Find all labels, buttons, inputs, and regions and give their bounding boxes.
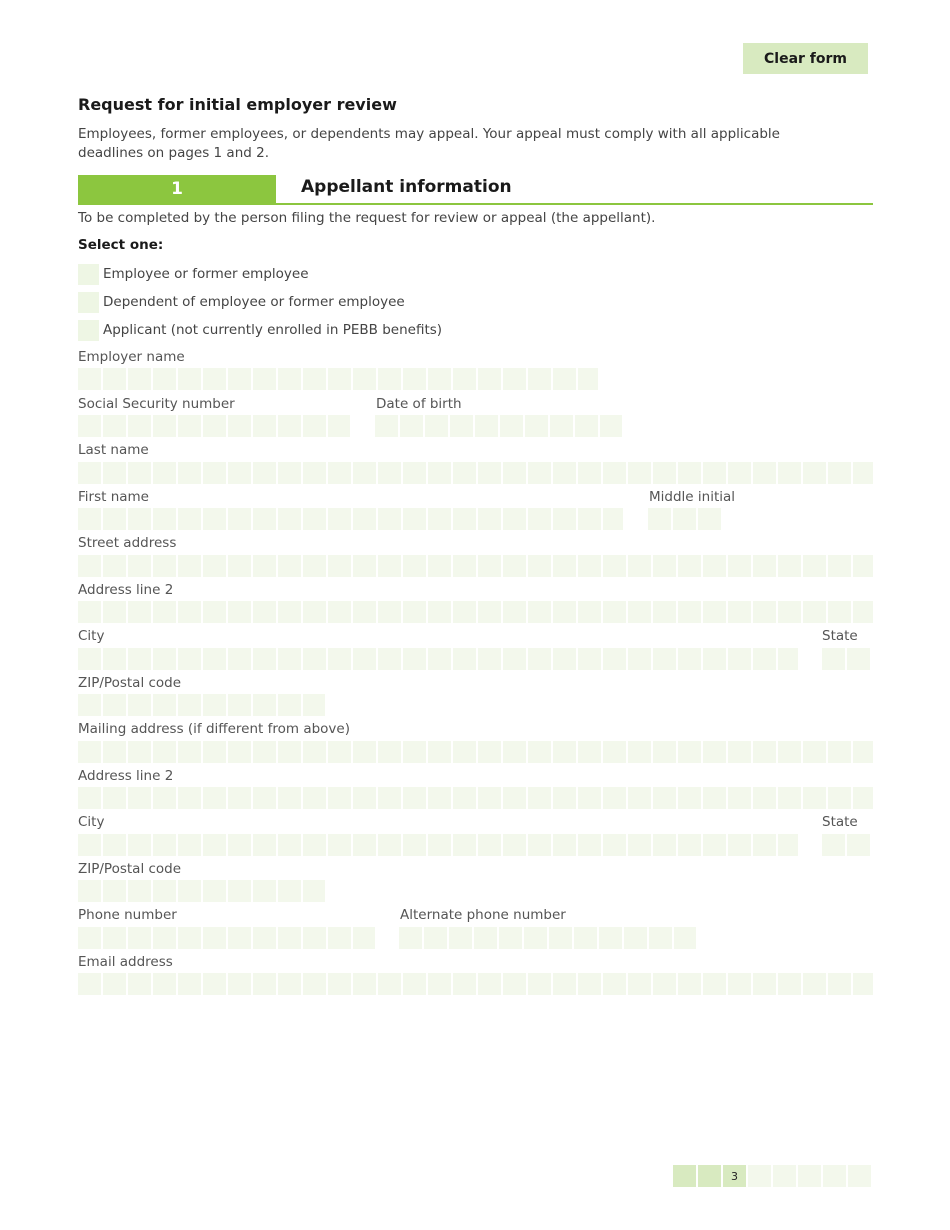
street-address-label: Street address [78,535,177,551]
mailing-city-label: City [78,814,105,830]
option-applicant-label: Applicant (not currently enrolled in PEBB benefits) [103,322,443,338]
option-employee-label: Employee or former employee [103,266,309,282]
employer-name-label: Employer name [78,349,185,365]
last-name-label: Last name [78,442,149,458]
phone-label: Phone number [78,907,177,923]
page-number: 3 [723,1165,746,1187]
alt-phone-input[interactable] [399,927,696,949]
city-label: City [78,628,105,644]
section-title: Appellant information [301,177,512,197]
option-dependent[interactable] [78,291,405,313]
street-address-input[interactable] [78,555,873,577]
mailing-state-input[interactable] [822,834,872,856]
form-title: Request for initial employer review [78,95,397,114]
mailing-zip-input[interactable] [78,880,325,902]
page-cell [748,1165,771,1187]
option-dependent-label: Dependent of employee or former employee [103,294,405,310]
mailing-line2-input[interactable] [78,787,873,809]
alt-phone-label: Alternate phone number [400,907,566,923]
mailing-address-input[interactable] [78,741,873,763]
section-number: 1 [78,175,276,203]
page-cell [698,1165,721,1187]
zip-input[interactable] [78,694,325,716]
first-name-input[interactable] [78,508,623,530]
mailing-line2-label: Address line 2 [78,768,174,784]
option-employee-checkbox[interactable] [78,264,99,285]
address-line2-label: Address line 2 [78,582,174,598]
middle-initial-input[interactable] [648,508,723,530]
mailing-zip-label: ZIP/Postal code [78,861,182,877]
ssn-label: Social Security number [78,396,235,412]
section-description: To be completed by the person filing the request for review or appeal (the appellant). [78,210,656,226]
select-one-label: Select one: [78,237,164,253]
last-name-input[interactable] [78,462,873,484]
dob-input[interactable] [375,415,622,437]
page-cell [773,1165,796,1187]
option-applicant-checkbox[interactable] [78,320,99,341]
phone-input[interactable] [78,927,375,949]
option-applicant[interactable] [78,319,442,341]
middle-initial-label: Middle initial [649,489,736,505]
page-cell [798,1165,821,1187]
page-cell [823,1165,846,1187]
intro-text: Employees, former employees, or dependents may appeal. Your appeal must comply with all applicable deadlines on pages 1 and 2. [78,126,780,161]
mailing-state-label: State [822,814,858,830]
option-employee[interactable] [78,263,309,285]
email-input[interactable] [78,973,873,995]
page-cell [673,1165,696,1187]
email-label: Email address [78,954,173,970]
city-input[interactable] [78,648,798,670]
state-input[interactable] [822,648,872,670]
address-line2-input[interactable] [78,601,873,623]
page-indicator [673,1165,873,1187]
zip-label: ZIP/Postal code [78,675,182,691]
employer-name-input[interactable] [78,368,598,390]
option-dependent-checkbox[interactable] [78,292,99,313]
clear-form-button[interactable]: Clear form [743,43,868,74]
section-divider [78,203,873,205]
dob-label: Date of birth [376,396,462,412]
mailing-address-label: Mailing address (if different from above) [78,721,350,737]
ssn-input[interactable] [78,415,350,437]
page-cell [848,1165,871,1187]
first-name-label: First name [78,489,149,505]
mailing-city-input[interactable] [78,834,798,856]
state-label: State [822,628,858,644]
